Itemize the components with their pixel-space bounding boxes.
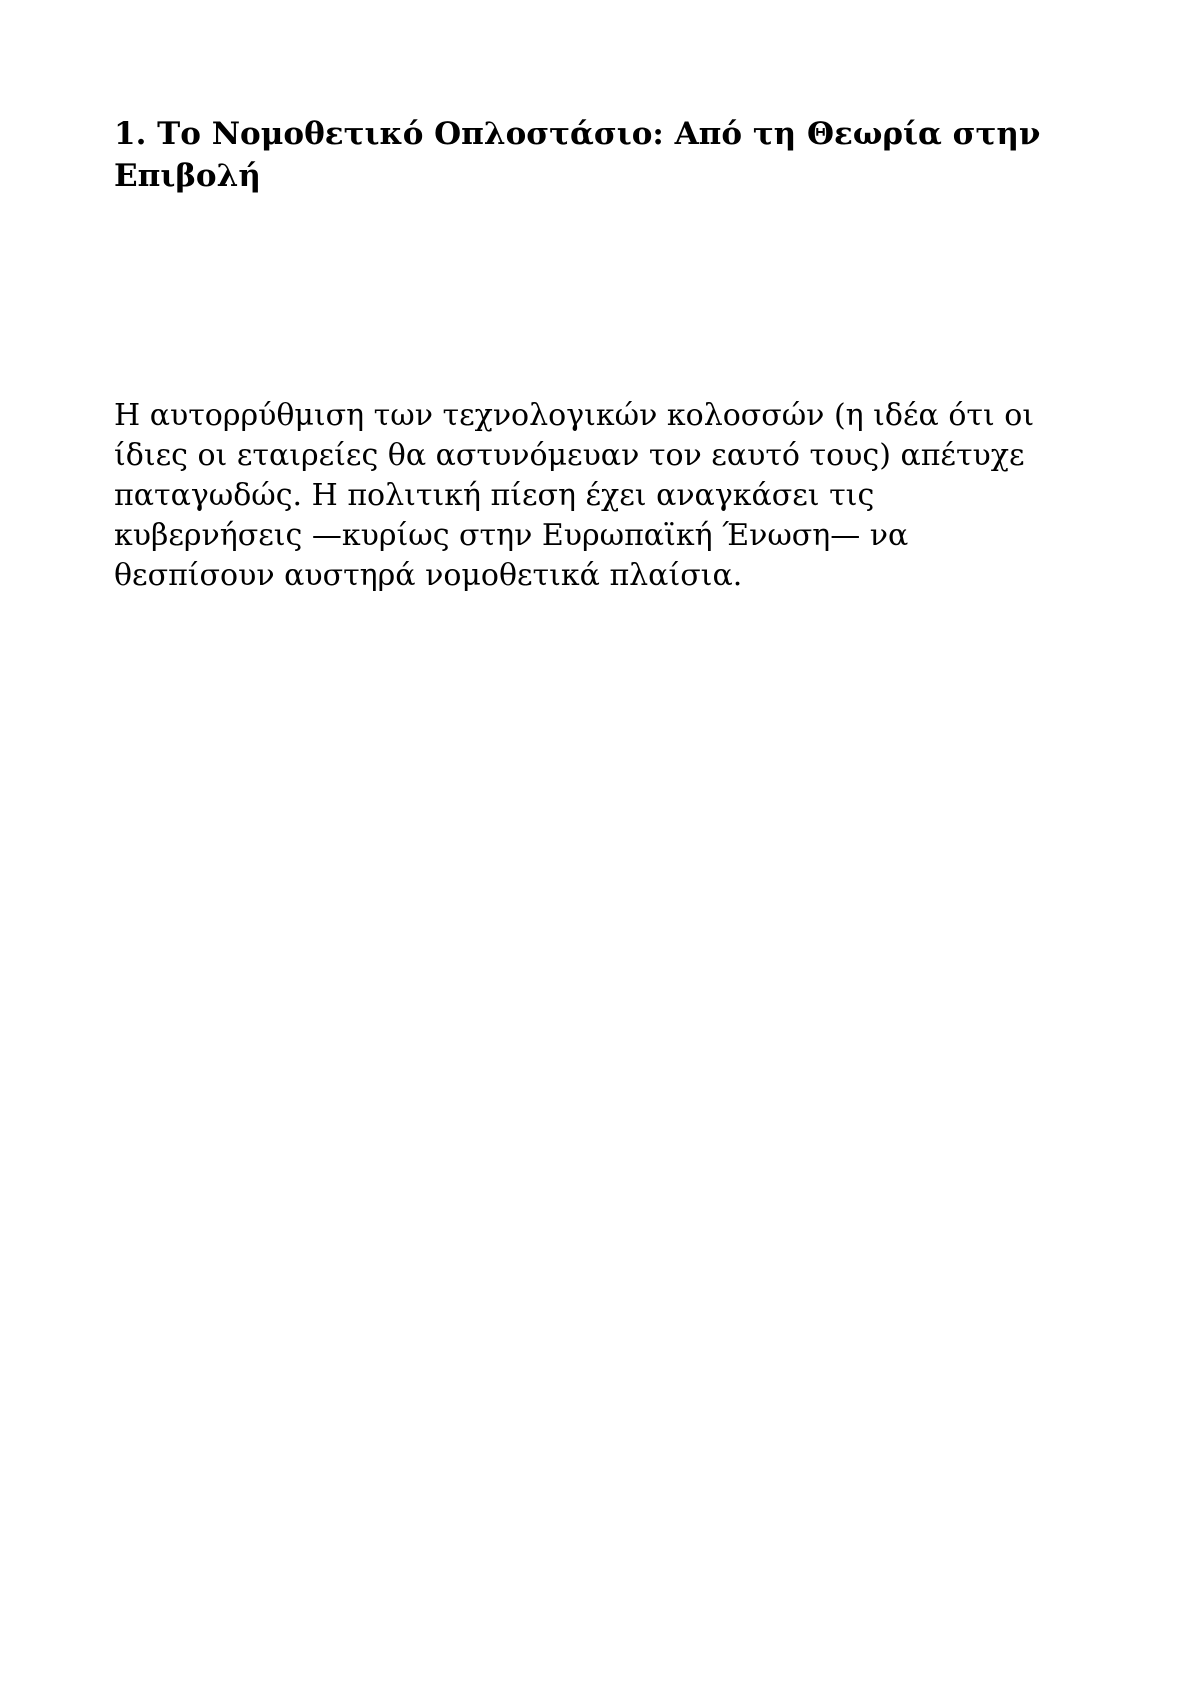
paragraph-line: παταγωδώς. Η πολιτική πίεση έχει αναγκάσει τις <box>114 478 875 513</box>
paragraph-line: Η αυτορρύθμιση των τεχνολογικών κολοσσών (η ιδέα ότι οι <box>114 398 1035 433</box>
heading-line: 1. Το Νομοθετικό Οπλοστάσιο: Από τη Θεωρία στην <box>114 116 1041 152</box>
paragraph-line: ίδιες οι εταιρείες θα αστυνόμευαν τον εαυτό τους) απέτυχε <box>114 438 1025 473</box>
heading-line: Επιβολή <box>114 158 261 194</box>
paragraph-line: κυβερνήσεις —κυρίως στην Ευρωπαϊκή Ένωση— να <box>114 518 909 553</box>
paragraph-line: θεσπίσουν αυστηρά νομοθετικά πλαίσια. <box>114 558 743 593</box>
body-paragraph <box>114 396 1074 596</box>
section-heading <box>114 113 1074 197</box>
